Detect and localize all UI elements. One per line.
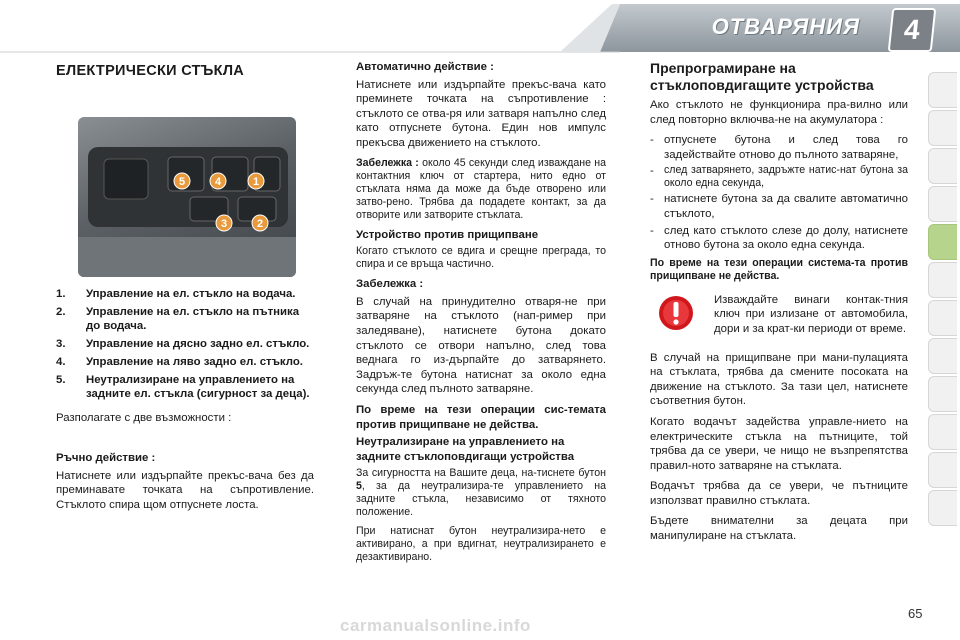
manual-text: Натиснете или издърпайте прекъс-вача без да преминавате точката на съпротивление. Стъклото спира щом отпуснете лоста. (56, 469, 314, 511)
button-5-ref: 5 (356, 480, 362, 493)
side-tab-10[interactable] (928, 414, 957, 450)
label-5: 5 (178, 175, 186, 188)
note2-label: Забележка : (356, 278, 424, 291)
reprog-text: Ако стъклото не функционира пра-вилно или след повторно включва-не на акумулатора : (650, 99, 908, 126)
chapter-number-badge: 4 (888, 8, 937, 52)
label-1: 1 (252, 175, 260, 188)
note1-label: Забележка : (356, 156, 419, 169)
switch-panel-illustration (78, 117, 296, 277)
note1-text: около 45 секунди след изваждане на контактния ключ от стартера, нито едно от стъклата няма да може да бъде отворено или затво-рено. Трябва да подадете контакт, за да отворите или затворите стъклата. (356, 156, 606, 221)
warning-text: Изваждайте винаги контак-тния ключ при излизане от автомобила, дори и за крат-ки периоди от време. (714, 293, 908, 335)
step-item: - натиснете бутона за да свалите автоматично стъклото, (650, 193, 908, 220)
reprog-heading: Препрограмиране на стъклоповдигащите устройства (650, 60, 874, 93)
side-tab-6[interactable] (928, 262, 957, 298)
step-item: - след като стъклото слезе до долу, натиснете отново бутона за около една секунда. (650, 224, 908, 252)
step-item: - отпуснете бутона и след това го задействайте отново до пълното затваряне, (650, 134, 908, 161)
label-4: 4 (214, 175, 222, 188)
neutral-text: За сигурността на Вашите деца, на-тиснете бутон 5, за да неутрализира-те управлението на задните стъкла, независимо от тяхното положение. (356, 467, 606, 519)
control-item (56, 305, 314, 333)
press-text: При натиснат бутон неутрализира-нето е активирано, а при вдигнат, неутрализирането е дезактивирано. (356, 525, 606, 564)
control-number: 5. (56, 373, 66, 386)
side-tab-active-chapter-4[interactable] (928, 224, 957, 260)
pinch-text: В случай на прищипване при мани-пулацията на стъклата, трябва да смените посоката на движение на стъклото. За тази цел, натиснете съответния бутон. (650, 351, 908, 408)
control-text: Управление на дясно задно ел. стъкло. (86, 337, 310, 350)
warning-box (650, 293, 908, 343)
note1 (356, 157, 606, 222)
intro-text: Разполагате с две възможности : (56, 411, 232, 424)
column-middle (356, 60, 606, 570)
ensure-text: Водачът трябва да се увери, че пътниците използват правилно стъклата. (650, 480, 908, 507)
control-text: Неутрализиране на управлението на задните ел. стъкла (сигурност за деца). (86, 373, 310, 400)
control-number: 1. (56, 287, 66, 300)
warning-exclamation-icon (658, 295, 694, 331)
driver-text: Когато водачът задейства управле-нието на електрическите стъкла на пътниците, той трябва да се увери, че нищо не възпрепятства правил-ното затваряне на стъклата. (650, 415, 908, 472)
control-text: Управление на ел. стъкло на водача. (86, 287, 296, 300)
side-tab-1[interactable] (928, 72, 957, 108)
control-text: Управление на ляво задно ел. стъкло. (86, 355, 303, 368)
during-bold: По време на тези операции система-та против прищипване не действа. (650, 256, 908, 282)
during-heading: По време на тези операции сис-темата против прищипване не действа. (356, 403, 606, 431)
column-right (650, 60, 908, 550)
careful-text: Бъдете внимателни за децата при манипулиране на стъклата. (650, 515, 908, 543)
label-2: 2 (256, 217, 264, 230)
side-tab-7[interactable] (928, 300, 957, 336)
step-item: - след затварянето, задръжте натис-нат бутона за около една секунда, (650, 164, 908, 190)
column-left (56, 60, 314, 519)
label-3: 3 (220, 217, 228, 230)
chapter-title: ОТВАРЯНИЯ (711, 14, 860, 39)
auto-text: Натиснете или издърпайте прекъс-вача като преминете точката на съпротивление : стъклото се отва-ря или затваря напълно след като отпуснете бутона. Един нов импулс прекъсва движението на стъклото. (356, 78, 606, 149)
control-item (56, 287, 314, 301)
control-number: 4. (56, 355, 66, 368)
watermark: carmanualsonline.info (340, 616, 531, 635)
auto-heading: Автоматично действие : (356, 61, 494, 73)
side-tab-3[interactable] (928, 148, 957, 184)
neutral-heading: Неутрализиране на управлението на задните стъклоповдигащи устройства (356, 436, 575, 463)
control-item (56, 337, 314, 351)
side-tab-8[interactable] (928, 338, 957, 374)
antipinch-heading: Устройство против прищипване (356, 228, 539, 241)
control-number: 2. (56, 305, 66, 318)
side-tab-11[interactable] (928, 452, 957, 488)
side-tab-12[interactable] (928, 490, 957, 526)
section-title: ЕЛЕКТРИЧЕСКИ СТЪКЛА (56, 63, 245, 79)
reprog-steps (650, 133, 908, 253)
side-tab-9[interactable] (928, 376, 957, 412)
side-tab-4[interactable] (928, 186, 957, 222)
antipinch-text: Когато стъклото се вдига и срещне преграда, то спира и се връща частично. (356, 245, 606, 271)
control-item (56, 373, 314, 401)
side-tab-2[interactable] (928, 110, 957, 146)
control-number: 3. (56, 337, 66, 350)
control-text: Управление на ел. стъкло на пътника до водача. (86, 305, 300, 332)
controls-list (56, 287, 314, 401)
control-item (56, 355, 314, 369)
page-number: 65 (908, 606, 923, 621)
window-switch-photo (78, 117, 296, 277)
note2-text: В случай на принудително отваря-не при затваряне на стъклото (нап-ример при заледяване), натиснете бутона докато стъклото се отвори напълно, след това веднага го из-дърпайте до затварянето. Задръж-те бутона натиснат за около една секунда след пълното затваряне. (356, 295, 606, 396)
manual-heading: Ръчно действие : (56, 452, 156, 465)
